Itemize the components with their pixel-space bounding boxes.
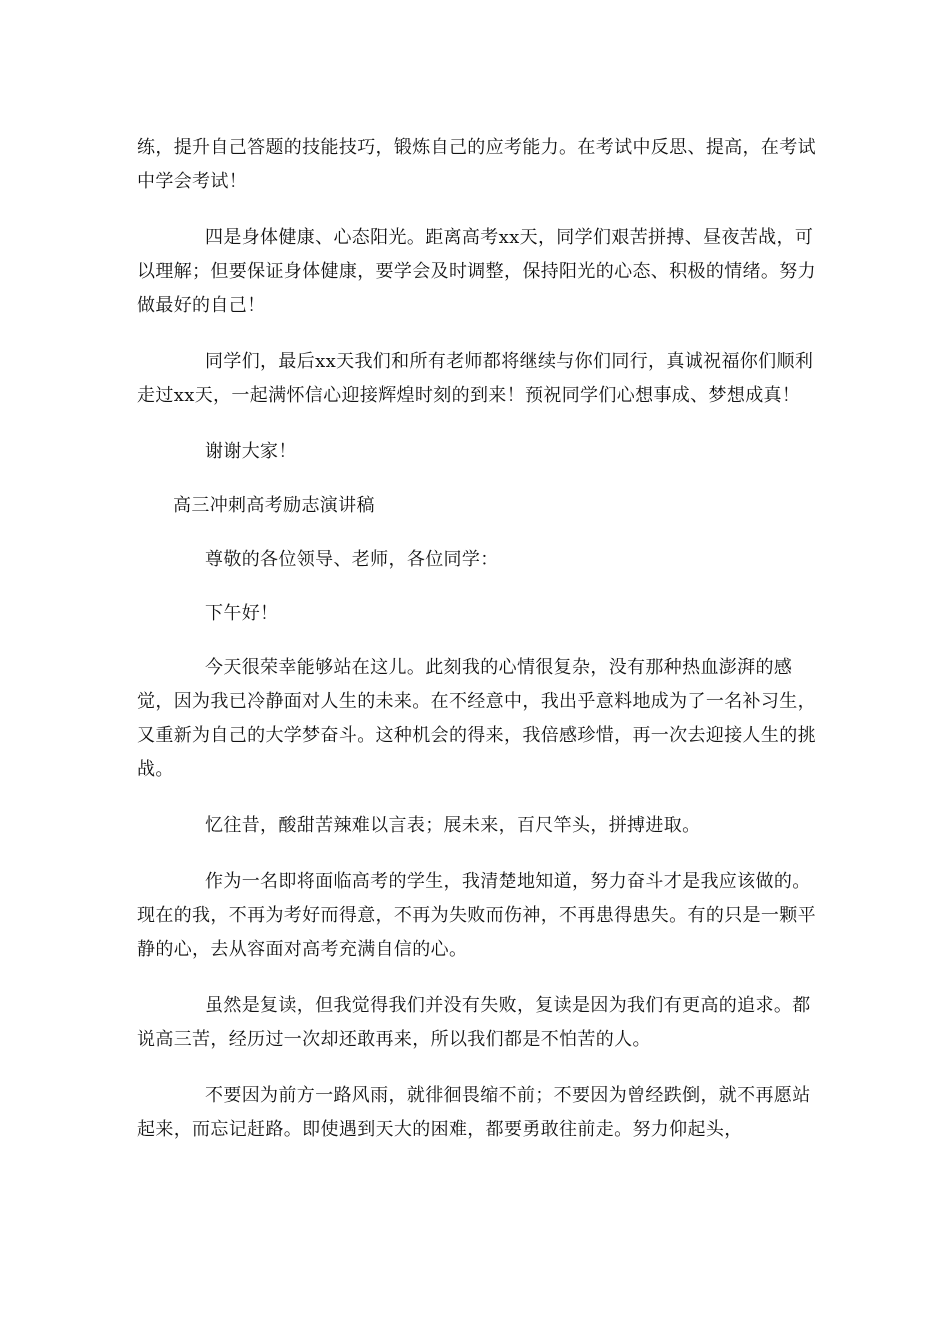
paragraph-health: 四是身体健康、心态阳光。距离高考xx天，同学们艰苦拼搏、昼夜苦战，可以理解；但要保证身体健康，要学会及时调整，保持阳光的心态、积极的情绪。努力做最好的自己！ [137, 227, 816, 316]
paragraph-blessing: 同学们，最后xx天我们和所有老师都将继续与你们同行，真诚祝福你们顺利走过xx天，一起满怀信心迎接辉煌时刻的到来！预祝同学们心想事成、梦想成真！ [137, 351, 814, 406]
paragraph-salutation: 尊敬的各位领导、老师，各位同学： [205, 549, 499, 570]
paragraph-intro: 今天很荣幸能够站在这儿。此刻我的心情很复杂，没有那种热血澎湃的感觉，因为我已冷静面对人生的未来。在不经意中，我出乎意料地成为了一名补习生，又重新为自己的大学梦奋斗。这种机会的得来，我倍感珍惜，再一次去迎接人生的挑战。 [137, 657, 816, 780]
paragraph-student: 作为一名即将面临高考的学生，我清楚地知道，努力奋斗才是我应该做的。现在的我，不再为考好而得意，不再为失败而伤神，不再患得患失。有的只是一颗平静的心，去从容面对高考充满自信的心。 [137, 871, 816, 960]
paragraph-perseverance: 不要因为前方一路风雨，就徘徊畏缩不前；不要因为曾经跌倒，就不再愿站起来，而忘记赶路。即使遇到天大的困难，都要勇敢往前走。努力仰起头， [137, 1085, 811, 1140]
paragraph-reflection: 忆往昔，酸甜苦辣难以言表；展未来，百尺竿头，拼搏进取。 [205, 815, 701, 836]
document-title: 高三冲刺高考励志演讲稿 [173, 495, 375, 516]
document-body [137, 131, 827, 1169]
paragraph-repeat-study: 虽然是复读，但我觉得我们并没有失败，复读是因为我们有更高的追求。都说高三苦，经历过一次却还敢再来，所以我们都是不怕苦的人。 [137, 995, 811, 1050]
paragraph-continuation: 练，提升自己答题的技能技巧，锻炼自己的应考能力。在考试中反思、提高，在考试中学会考试！ [137, 137, 816, 192]
paragraph-thanks: 谢谢大家！ [205, 441, 297, 462]
paragraph-greeting: 下午好！ [205, 603, 279, 624]
